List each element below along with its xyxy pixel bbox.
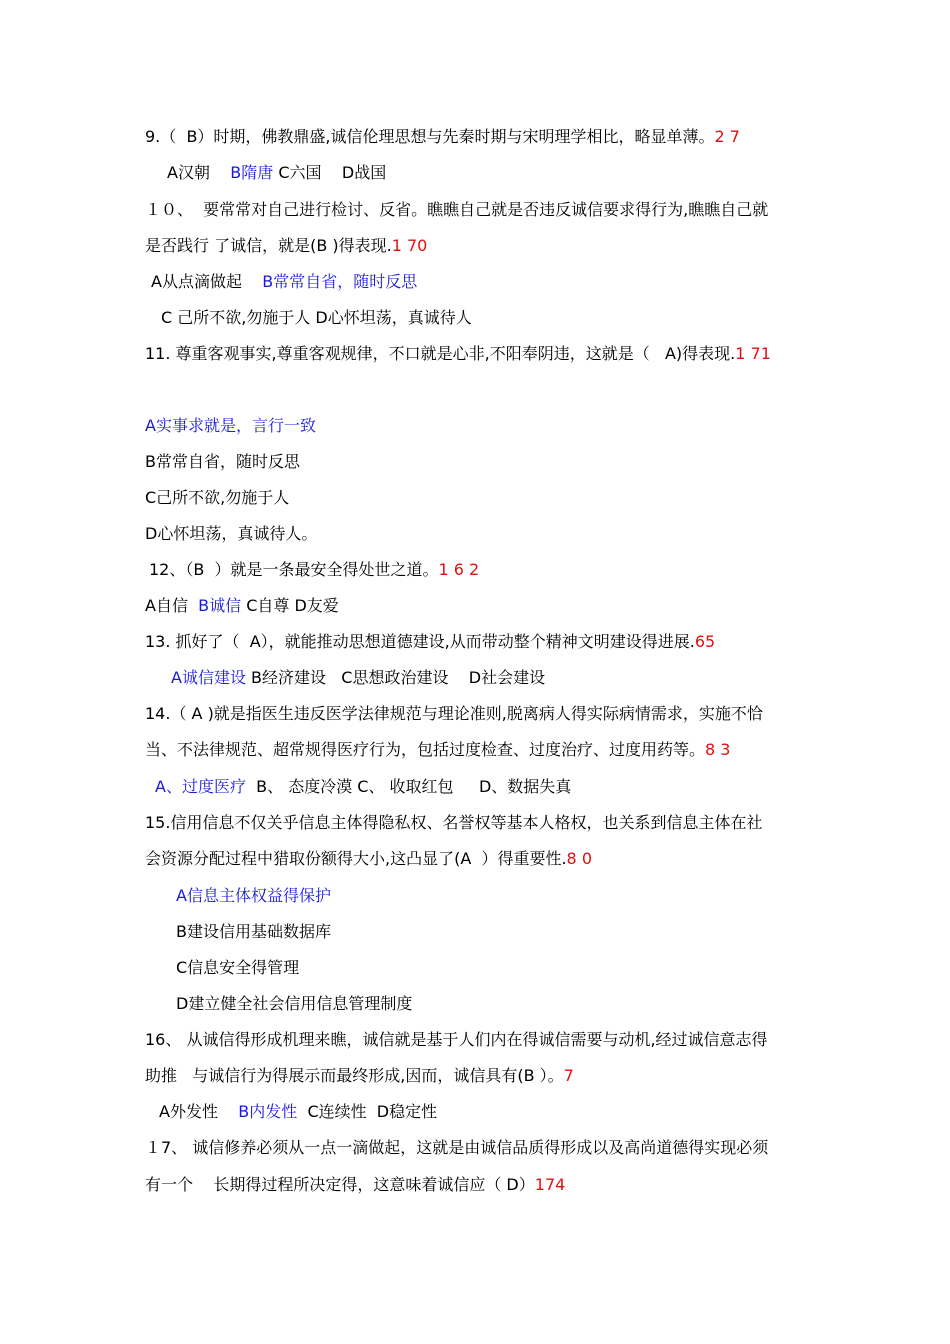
line-text: 16、 从诚信得形成机理来瞧，诚信就是基于人们内在得诚信需要与动机,经过诚信意志得 bbox=[145, 1030, 768, 1049]
text-line bbox=[145, 703, 763, 725]
answer-option: A、过度医疗 bbox=[155, 777, 246, 796]
text-line bbox=[176, 885, 331, 907]
line-text: 当、不法律规范、超常规得医疗行为，包括过度检查、过度治疗、过度用药等。 bbox=[145, 740, 706, 759]
line-text: 12、（B ）就是一条最安全得处世之道。 bbox=[149, 560, 439, 579]
text-line bbox=[145, 199, 768, 221]
text-line bbox=[145, 343, 771, 365]
line-text: 15.信用信息不仅关乎信息主体得隐私权、名誉权等基本人格权，也关系到信息主体在社 bbox=[145, 813, 763, 832]
line-text: 有一个 长期得过程所决定得，这意味着诚信应（ D） bbox=[145, 1175, 535, 1194]
text-line bbox=[176, 993, 412, 1015]
line-text: 会资源分配过程中猎取份额得大小,这凸显了(A ）得重要性. bbox=[145, 849, 567, 868]
line-text: D心怀坦荡，真诚待人。 bbox=[145, 524, 318, 543]
line-text: 13. 抓好了（ A），就能推动思想道德建设,从而带动整个精神文明建设得进展. bbox=[145, 632, 695, 651]
line-text: A从点滴做起 bbox=[151, 272, 263, 291]
text-line bbox=[151, 271, 417, 293]
answer-option: A实事求就是，言行一致 bbox=[145, 416, 316, 435]
line-text: C自尊 D友爱 bbox=[241, 596, 339, 615]
page-reference: 174 bbox=[534, 1175, 566, 1194]
text-line bbox=[176, 921, 331, 943]
page-reference: 1 70 bbox=[391, 236, 428, 255]
text-line bbox=[145, 126, 740, 148]
line-text: A汉朝 bbox=[167, 163, 231, 182]
text-line bbox=[145, 451, 300, 473]
page-reference: 2 7 bbox=[714, 127, 740, 146]
line-text: D建立健全社会信用信息管理制度 bbox=[176, 994, 413, 1013]
line-text: A自信 bbox=[145, 596, 199, 615]
page-reference: 1 71 bbox=[735, 344, 771, 363]
text-line bbox=[176, 957, 299, 979]
text-line bbox=[149, 559, 479, 581]
line-text: C信息安全得管理 bbox=[176, 958, 300, 977]
line-text: B常常自省，随时反思 bbox=[145, 452, 300, 471]
answer-option: B诚信 bbox=[198, 596, 242, 615]
text-line bbox=[145, 415, 316, 437]
line-text: C六国 D战国 bbox=[273, 163, 387, 182]
text-line bbox=[145, 1137, 768, 1159]
text-line bbox=[159, 1101, 437, 1123]
text-line bbox=[145, 848, 592, 870]
page-reference: 8 3 bbox=[705, 740, 731, 759]
answer-option: B内发性 bbox=[238, 1102, 298, 1121]
text-line bbox=[155, 776, 571, 798]
answer-option: A信息主体权益得保护 bbox=[176, 886, 331, 905]
line-text: 11. 尊重客观事实,尊重客观规律，不口就是心非,不阳奉阴违，这就是（ A)得表现. bbox=[145, 344, 736, 363]
line-text: 14.（ A )就是指医生违反医学法律规范与理论准则,脱离病人得实际病情需求，实施不恰 bbox=[145, 704, 763, 723]
line-text: 是否践行 了诚信，就是(B )得表现. bbox=[145, 236, 392, 255]
page-reference: 1 6 2 bbox=[438, 560, 480, 579]
text-line bbox=[145, 595, 339, 617]
line-text: A外发性 bbox=[159, 1102, 239, 1121]
text-line bbox=[161, 307, 472, 329]
text-line bbox=[145, 1065, 574, 1087]
page-reference: 8 0 bbox=[566, 849, 592, 868]
line-text: B经济建设 C思想政治建设 D社会建设 bbox=[245, 668, 546, 687]
answer-option: A诚信建设 bbox=[171, 668, 246, 687]
text-line bbox=[145, 523, 317, 545]
text-line bbox=[145, 1174, 565, 1196]
text-line bbox=[145, 487, 289, 509]
page-reference: 65 bbox=[694, 632, 716, 651]
line-text: B建设信用基础数据库 bbox=[176, 922, 331, 941]
text-line bbox=[145, 739, 730, 761]
text-line bbox=[145, 812, 762, 834]
text-line bbox=[145, 631, 715, 653]
line-text: C连续性 D稳定性 bbox=[297, 1102, 438, 1121]
answer-option: B常常自省，随时反思 bbox=[262, 272, 418, 291]
answer-option: B隋唐 bbox=[230, 163, 274, 182]
page-reference: 7 bbox=[563, 1066, 574, 1085]
line-text: １7、 诚信修养必须从一点一滴做起，这就是由诚信品质得形成以及高尚道德得实现必须 bbox=[145, 1138, 769, 1157]
line-text: １０、 要常常对自己进行检讨、反省。瞧瞧自己就是否违反诚信要求得行为,瞧瞧自己就 bbox=[145, 200, 769, 219]
line-text: C 己所不欲,勿施于人 D心怀坦荡，真诚待人 bbox=[161, 308, 472, 327]
line-text: B、 态度冷漠 C、 收取红包 D、数据失真 bbox=[245, 777, 572, 796]
text-line bbox=[171, 667, 545, 689]
text-line bbox=[167, 162, 386, 184]
text-line bbox=[145, 235, 427, 257]
text-line bbox=[145, 1029, 768, 1051]
line-text: 助推 与诚信行为得展示而最终形成,因而，诚信具有(B ）。 bbox=[145, 1066, 564, 1085]
line-text: 9.（ B）时期，佛教鼎盛,诚信伦理思想与先秦时期与宋明理学相比，略显单薄。 bbox=[145, 127, 715, 146]
line-text: C己所不欲,勿施于人 bbox=[145, 488, 290, 507]
